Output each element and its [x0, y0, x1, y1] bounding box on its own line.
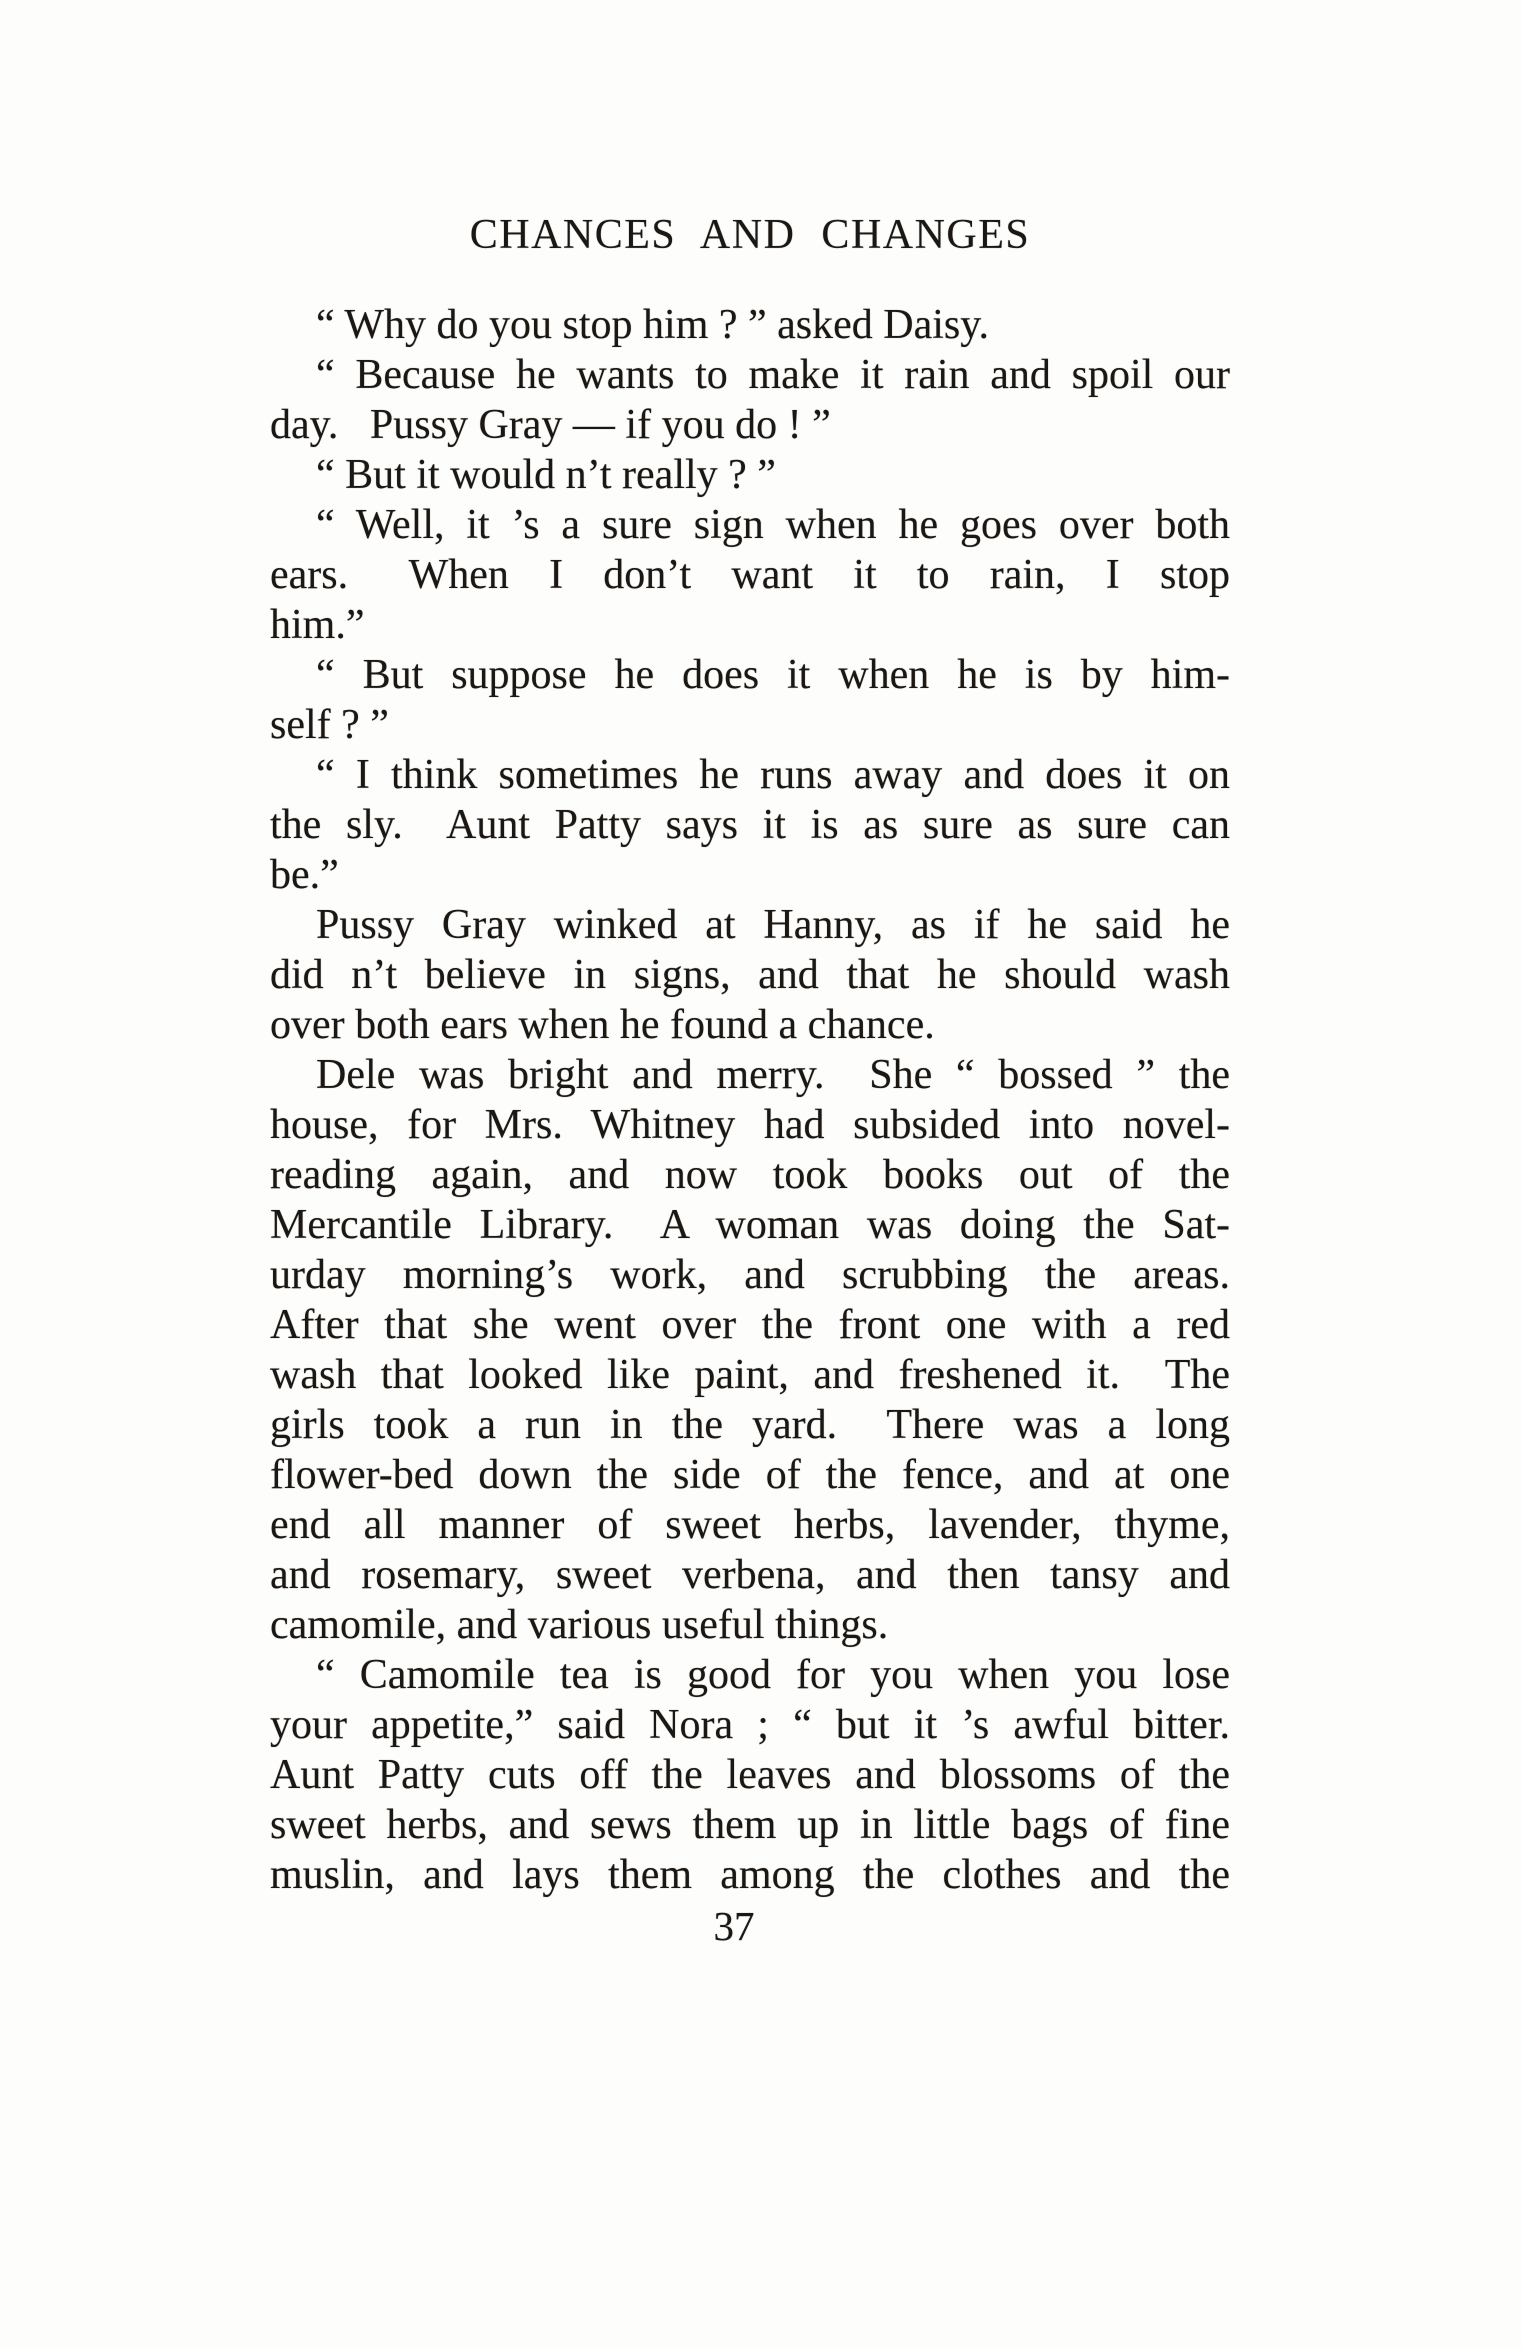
page-body [270, 300, 1230, 1900]
text-line: end all manner of sweet herbs, lavender, thyme, [270, 1502, 1230, 1548]
text-line: Pussy Gray winked at Hanny, as if he said he [316, 902, 1230, 948]
text-line: “ Because he wants to make it rain and spoil our [316, 352, 1230, 398]
running-header: CHANCES AND CHANGES [469, 212, 1031, 258]
text-line: wash that looked like paint, and freshened it. The [270, 1352, 1230, 1398]
text-line: and rosemary, sweet verbena, and then tansy and [270, 1552, 1230, 1598]
page-number: 37 [713, 1903, 755, 1949]
text-line: ears. When I don’t want it to rain, I stop [270, 552, 1230, 598]
text-line: muslin, and lays them among the clothes and the [270, 1852, 1230, 1898]
text-line: Mercantile Library. A woman was doing the Sat- [270, 1202, 1230, 1248]
text-line: him.” [270, 602, 365, 648]
text-line: girls took a run in the yard. There was a long [270, 1402, 1230, 1448]
text-line: flower-bed down the side of the fence, and at one [270, 1452, 1230, 1498]
text-line: be.” [270, 852, 339, 898]
text-line: Aunt Patty cuts off the leaves and blossoms of the [270, 1752, 1230, 1798]
text-line: over both ears when he found a chance. [270, 1002, 935, 1048]
text-line: Dele was bright and merry. She “ bossed ” the [316, 1052, 1230, 1098]
text-line: sweet herbs, and sews them up in little bags of fine [270, 1802, 1230, 1848]
text-line: your appetite,” said Nora ; “ but it ’s awful bitter. [270, 1702, 1230, 1748]
text-line: house, for Mrs. Whitney had subsided into novel- [270, 1102, 1230, 1148]
text-line: day. Pussy Gray — if you do ! ” [270, 402, 831, 448]
text-line: did n’t believe in signs, and that he should wash [270, 952, 1230, 998]
text-line: camomile, and various useful things. [270, 1602, 889, 1648]
text-line: “ Camomile tea is good for you when you lose [316, 1652, 1230, 1698]
text-line: “ I think sometimes he runs away and does it on [316, 752, 1230, 798]
text-line: the sly. Aunt Patty says it is as sure as sure can [270, 802, 1230, 848]
text-line: After that she went over the front one with a red [270, 1302, 1230, 1348]
text-line: urday morning’s work, and scrubbing the areas. [270, 1252, 1230, 1298]
text-line: self ? ” [270, 702, 389, 748]
text-line: “ But it would n’t really ? ” [316, 452, 776, 498]
text-line: “ But suppose he does it when he is by him- [316, 652, 1230, 698]
text-line: “ Well, it ’s a sure sign when he goes over both [316, 502, 1230, 548]
text-line: “ Why do you stop him ? ” asked Daisy. [316, 302, 990, 348]
text-line: reading again, and now took books out of the [270, 1152, 1230, 1198]
